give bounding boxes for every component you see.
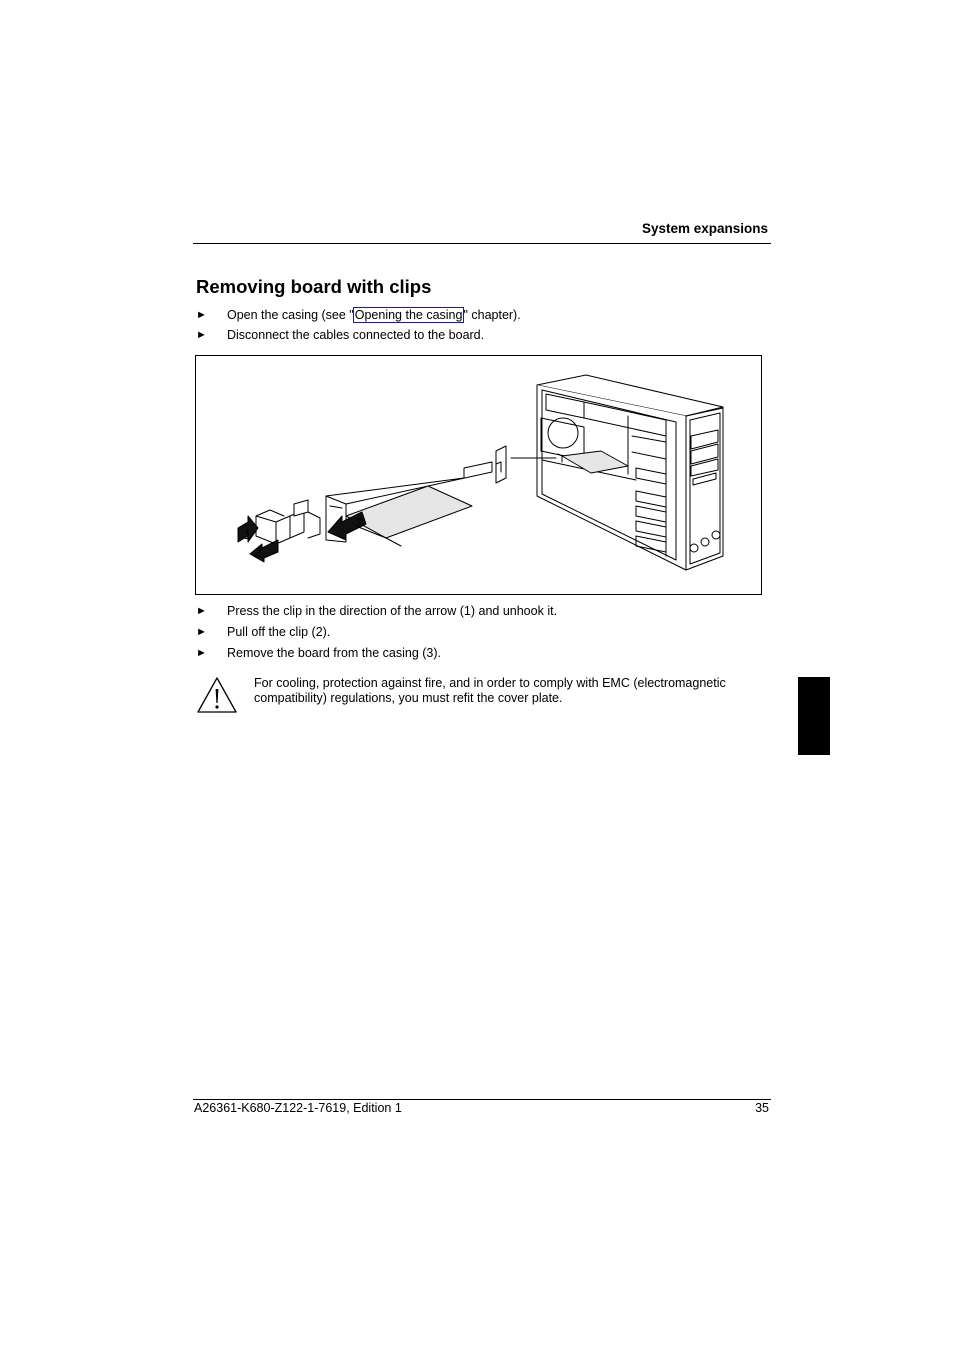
retaining-clip-illustration (256, 500, 320, 544)
warning-triangle-icon (196, 676, 238, 714)
step-text: Open the casing (see "Opening the casing" chapter). (227, 308, 521, 322)
step-text: Remove the board from the casing (3). (227, 646, 441, 660)
page-number: 35 (755, 1101, 769, 1115)
step-text: Disconnect the cables connected to the board. (227, 328, 485, 342)
board-removal-illustration (196, 356, 763, 596)
footer-document-id: A26361-K680-Z122-1-7619, Edition 1 (194, 1101, 402, 1115)
bullet-arrow-icon: ► (196, 329, 207, 341)
callout-1-label: 1 (244, 527, 252, 542)
callout-2-label: 2 (254, 545, 262, 560)
bullet-arrow-icon: ► (196, 647, 207, 659)
slot-cover-plate (496, 446, 506, 483)
opening-casing-link[interactable]: Opening the casing (354, 308, 463, 322)
bullet-arrow-icon: ► (196, 626, 207, 638)
section-heading: Removing board with clips (196, 276, 432, 297)
bullet-arrow-icon: ► (196, 309, 207, 321)
chapter-thumb-tab (798, 677, 830, 755)
pc-tower-illustration (511, 375, 723, 570)
header-rule (193, 243, 771, 244)
footer-rule (193, 1099, 771, 1100)
step-text: Pull off the clip (2). (227, 625, 331, 639)
figure-frame (195, 355, 762, 595)
bullet-arrow-icon: ► (196, 605, 207, 617)
callout-3-label: 3 (356, 515, 364, 530)
step-text: Press the clip in the direction of the arrow (1) and unhook it. (227, 604, 558, 618)
expansion-board-illustration (326, 462, 492, 546)
warning-text: For cooling, protection against fire, and in order to comply with EMC (electromagnetic compatibility) regulations, you must refit the cover plate. (254, 676, 726, 705)
running-header: System expansions (641, 221, 768, 236)
